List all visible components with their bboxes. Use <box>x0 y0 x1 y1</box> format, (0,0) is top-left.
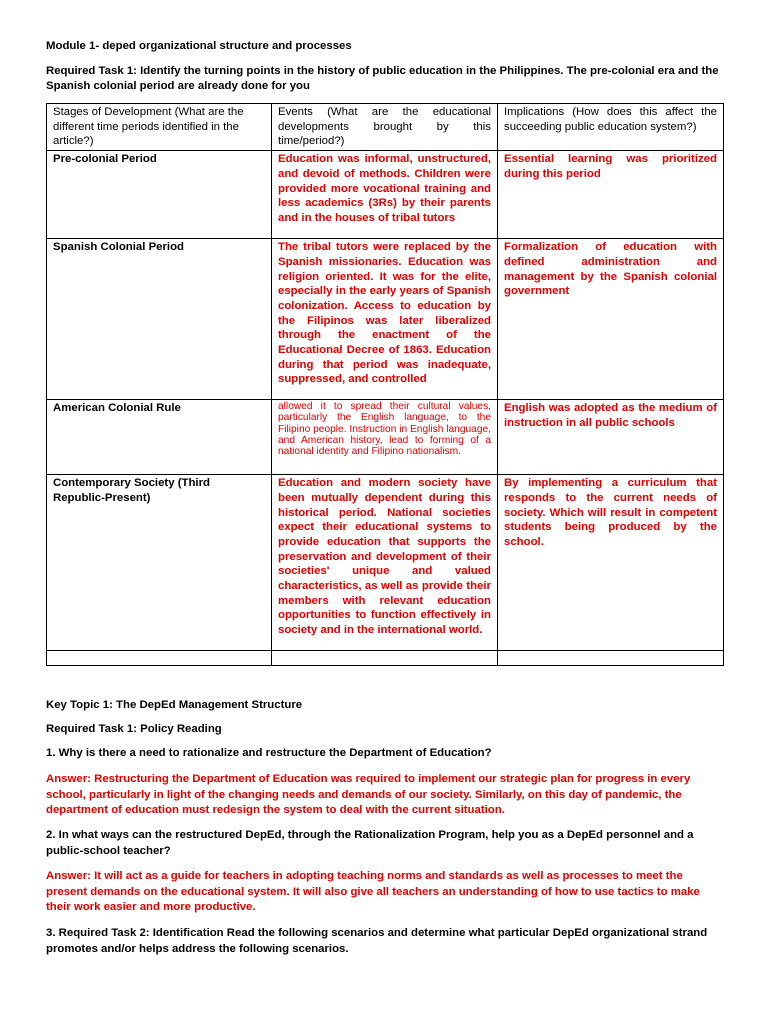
question-3: 3. Required Task 2: Identification Read the following scenarios and determine what particular DepEd organizational strand promotes and/or helps address the following scenarios. <box>46 927 708 955</box>
implications-cell: Essential learning was prioritized during this period <box>498 151 724 239</box>
table-row <box>47 239 724 400</box>
header-stages: Stages of Development (What are the different time periods identified in the article?) <box>47 104 272 151</box>
empty-cell <box>272 651 498 666</box>
table-row <box>47 151 724 239</box>
implications-cell: Formalization of education with defined administration and management by the Spanish colonial government <box>498 239 724 400</box>
table-header-row <box>47 104 724 151</box>
table-row-empty <box>47 651 724 666</box>
task1-intro: Required Task 1: Identify the turning points in the history of public education in the Philippines. The pre-colonial era and the Spanish colonial period are already done for you <box>46 65 719 93</box>
question-2: 2. In what ways can the restructured DepEd, through the Rationalization Program, help you as a DepEd personnel and a public-school teacher? <box>46 829 694 857</box>
table-row <box>47 475 724 651</box>
events-cell: Education was informal, unstructured, and devoid of methods. Children were provided more vocational training and less academics (3Rs) by their parents and in the houses of tribal tutors <box>272 151 498 239</box>
events-cell <box>272 400 498 475</box>
header-events: Events (What are the educational developments brought by this time/period?) <box>272 104 498 151</box>
stage-cell: Pre-colonial Period <box>47 151 272 239</box>
events-cell: The tribal tutors were replaced by the Spanish missionaries. Education was religion oriented. It was for the elite, especially in the early years of Spanish colonization. Access to education by the Filipinos was later liberalized through the enactment of the Educational Decree of 1863. Education during that period was inadequate, suppressed, and controlled <box>272 239 498 400</box>
table-row <box>47 400 724 475</box>
implications-cell: By implementing a curriculum that responds to the current needs of society. Which will result in competent students being produced by the school. <box>498 475 724 651</box>
events-cell: Education and modern society have been mutually dependent during this historical period. National societies expect their educational systems to provide education that supports the preservation and development of their societies' unique and valued characteristics, as well as provide their members with relevant education opportunities to function effectively in society and in the international world. <box>272 475 498 651</box>
stage-cell: Spanish Colonial Period <box>47 239 272 400</box>
implications-cell: English was adopted as the medium of instruction in all public schools <box>498 400 724 475</box>
header-implications: Implications (How does this affect the succeeding public education system?) <box>498 104 724 151</box>
empty-cell <box>47 651 272 666</box>
stage-cell: American Colonial Rule <box>47 400 272 475</box>
answer-2: Answer: It will act as a guide for teachers in adopting teaching norms and standards as well as processes to meet the present demands on the educational system. It will also give all teachers an understanding of how to use tactics to make their work easier and more productive. <box>46 870 700 913</box>
answer-1: Answer: Restructuring the Department of Education was required to implement our strategic plan for progress in every school, particularly in light of the changing needs and demands of our society. Similarly, on this day of pandemic, the department of education must redesign the system to deal with the current situation. <box>46 773 691 816</box>
question-1: 1. Why is there a need to rationalize and restructure the Department of Education? <box>46 747 492 759</box>
policy-task-heading: Required Task 1: Policy Reading <box>46 723 222 735</box>
education-history-table <box>46 103 724 666</box>
empty-cell <box>498 651 724 666</box>
module-title: Module 1- deped organizational structure and processes <box>46 40 352 52</box>
key-topic-heading: Key Topic 1: The DepEd Management Structure <box>46 699 303 711</box>
events-text: allowed it to spread their cultural values, particularly the English language, to the Filipino people. Instruction in English language, and American history, lead to forming of a national identity and Filipino nationalism. <box>278 401 491 457</box>
stage-cell: Contemporary Society (Third Republic-Present) <box>47 475 272 651</box>
